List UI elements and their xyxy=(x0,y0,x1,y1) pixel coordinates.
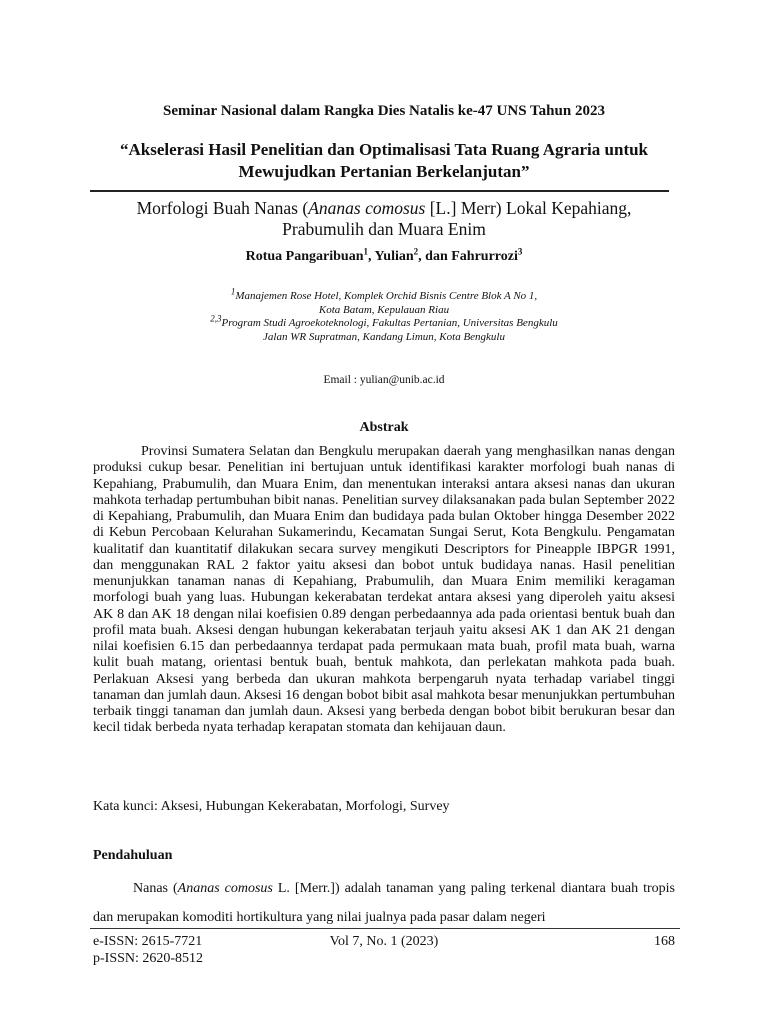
intro-paragraph xyxy=(93,874,675,932)
intro-pre: Nanas ( xyxy=(133,881,178,896)
author-list xyxy=(0,246,768,265)
footer-pissn: p-ISSN: 2620-8512 xyxy=(93,951,204,966)
abstract-heading: Abstrak xyxy=(359,420,409,435)
intro-post: L. [Merr.]) adalah tanaman yang paling terkenal diantara buah tropis dan merupakan komoditi hortikultura yang nilai jualnya pada pasar dalam negeri xyxy=(93,881,675,925)
seminar-theme xyxy=(90,139,678,183)
author-1-sup: 1 xyxy=(363,246,368,257)
author-1: Rotua Pangaribuan xyxy=(245,249,364,264)
author-2: Yulian xyxy=(374,249,414,264)
title-pre: Morfologi Buah Nanas ( xyxy=(136,198,309,218)
paper-title xyxy=(80,198,688,240)
affiliation-2-text: Program Studi Agroekoteknologi, Fakultas Pertanian, Universitas Bengkulu xyxy=(221,317,558,329)
affiliations xyxy=(0,286,768,344)
theme-line-1: “Akselerasi Hasil Penelitian dan Optimalisasi Tata Ruang Agraria untuk xyxy=(119,140,649,159)
header-rule xyxy=(90,190,669,192)
affiliation-1-line-2: Kota Batam, Kepulauan Riau xyxy=(318,303,450,316)
section-heading-pendahuluan: Pendahuluan xyxy=(93,848,173,863)
intro-species: Ananas comosus xyxy=(177,881,273,896)
author-3-sup: 3 xyxy=(517,246,523,257)
footer-page-number: 168 xyxy=(654,934,675,949)
affiliation-2-line-2: Jalan WR Supratman, Kandang Limun, Kota Bengkulu xyxy=(263,330,505,343)
author-2-sup: 2 xyxy=(413,246,419,257)
author-3: Fahrurrozi xyxy=(451,249,518,264)
seminar-header: Seminar Nasional dalam Rangka Dies Natalis ke-47 UNS Tahun 2023 xyxy=(163,103,605,119)
affiliation-1-line-1 xyxy=(0,286,768,304)
title-post: [L.] Merr) Lokal Kepahiang, xyxy=(425,198,632,218)
affiliation-2-line-1 xyxy=(0,313,768,331)
keywords: Kata kunci: Aksesi, Hubungan Kekerabatan, Morfologi, Survey xyxy=(93,799,450,814)
affiliation-2-sup: 2,3 xyxy=(210,313,222,324)
contact-email: Email : yulian@unib.ac.id xyxy=(323,374,445,386)
title-line-2: Prabumulih dan Muara Enim xyxy=(282,219,486,239)
title-species: Ananas comosus xyxy=(308,198,426,218)
footer-eissn: e-ISSN: 2615-7721 xyxy=(93,934,203,949)
affiliation-1-text: Manajemen Rose Hotel, Komplek Orchid Bisnis Centre Blok A No 1, xyxy=(235,290,538,302)
affiliation-1-sup: 1 xyxy=(230,286,236,297)
footer-volume: Vol 7, No. 1 (2023) xyxy=(329,934,439,949)
theme-line-2: Mewujudkan Pertanian Berkelanjutan” xyxy=(238,162,530,181)
title-line-1 xyxy=(80,198,688,219)
abstract-body: Provinsi Sumatera Selatan dan Bengkulu merupakan daerah yang menghasilkan nanas dengan produksi cukup besar. Penelitian ini bertujuan untuk identifikasi karakter morfologi buah nanas di Kepahiang, Prabumulih, dan Muara Enim, dan menentukan interaksi antara aksesi nanas dan ukuran mahkota terhadap pertumbuhan bibit nanas. Penelitian survey dilaksanakan pada bulan September 2022 di Kepahiang, Prabumulih, dan Muara Enim dan budidaya pada bulan Oktober hingga Desember 2022 di Kebun Percobaan Kelurahan Sukamerindu, Kecamatan Sungai Serut, Kota Bengkulu. Pengamatan kualitatif dan kuantitatif dilakukan secara survey mengikuti Descriptors for Pineapple IBPGR 1991, dan menggunakan RAL 2 faktor yaitu aksesi dan bobot untuk budidaya nanas. Hasil penelitian menunjukkan tanaman nanas di Kepahiang, Prabumulih, dan Muara Enim memiliki keragaman morfologi buah yang luas. Hubungan kekerabatan terdekat antara aksesi yang diperoleh yaitu aksesi AK 8 dan AK 18 dengan nilai koefisien 0.89 dengan perbedaannya ada pada orientasi bentuk buah dan profil mata buah. Aksesi dengan hubungan kekerabatan terjauh yaitu aksesi AK 1 dan AK 21 dengan nilai koefisien 6.15 dan perbedaannya terdapat pada permukaan mata buah, profil mata buah, warna kulit buah matang, orientasi bentuk buah, bentuk mahkota, dan perlekatan mahkota pada buah. Perlakuan Aksesi yang berbeda dan ukuran mahkota berpengaruh nyata terhadap variabel tinggi tanaman dan jumlah daun. Aksesi 16 dengan bobot bibit asal mahkota besar menunjukkan pertumbuhan terbaik tinggi tanaman dan jumlah daun. Aksesi yang berbeda dengan bobot bibit berukuran besar dan kecil tidak berbeda nyata terhadap kerapatan stomata dan kehijauan daun. xyxy=(93,444,675,736)
author-sep-1: , xyxy=(367,249,375,264)
footer-rule xyxy=(90,928,680,929)
author-sep-2: , dan xyxy=(418,249,452,264)
